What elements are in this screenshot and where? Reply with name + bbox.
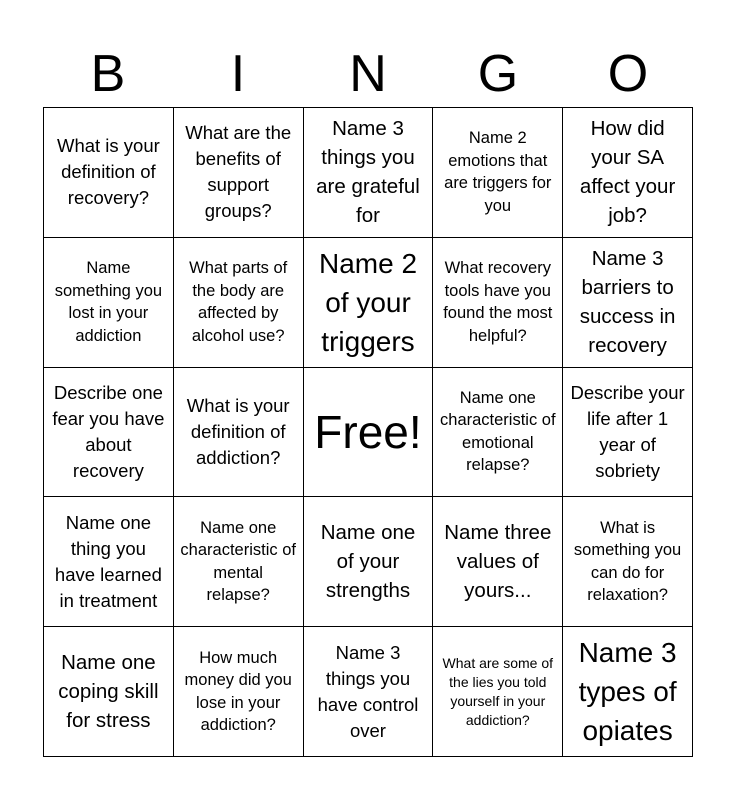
bingo-cell[interactable]: How did your SA affect your job? — [563, 108, 693, 238]
bingo-cell[interactable]: Name 2 emotions that are triggers for you — [433, 108, 563, 238]
header-letter-n: N — [349, 45, 387, 103]
bingo-cell[interactable]: Describe one fear you have about recovery — [44, 368, 174, 498]
header-letter-b: B — [90, 45, 126, 103]
header-letter-g: G — [477, 45, 519, 103]
bingo-cell[interactable]: Name one thing you have learned in treatment — [44, 497, 174, 627]
bingo-cell[interactable]: Name 2 of your triggers — [304, 238, 434, 368]
bingo-cell[interactable]: What parts of the body are affected by alcohol use? — [174, 238, 304, 368]
bingo-cell[interactable]: Name 3 things you have control over — [304, 627, 434, 757]
free-space[interactable]: Free! — [304, 368, 434, 498]
header-letter-i: I — [230, 45, 246, 103]
bingo-cell[interactable]: Name one characteristic of emotional relapse? — [433, 368, 563, 498]
bingo-cell[interactable]: What are some of the lies you told yourself in your addiction? — [433, 627, 563, 757]
bingo-cell[interactable]: Name three values of yours... — [433, 497, 563, 627]
bingo-cell[interactable]: What is something you can do for relaxation? — [563, 497, 693, 627]
bingo-cell[interactable]: How much money did you lose in your addiction? — [174, 627, 304, 757]
header-letter-o: O — [607, 45, 649, 103]
bingo-cell[interactable]: Describe your life after 1 year of sobriety — [563, 368, 693, 498]
bingo-header — [43, 42, 693, 106]
bingo-cell[interactable]: What recovery tools have you found the most helpful? — [433, 238, 563, 368]
bingo-cell[interactable]: Name 3 types of opiates — [563, 627, 693, 757]
bingo-cell[interactable]: Name 3 barriers to success in recovery — [563, 238, 693, 368]
bingo-cell[interactable]: Name something you lost in your addiction — [44, 238, 174, 368]
bingo-cell[interactable]: What is your definition of addiction? — [174, 368, 304, 498]
bingo-cell[interactable]: Name one coping skill for stress — [44, 627, 174, 757]
bingo-cell[interactable]: Name 3 things you are grateful for — [304, 108, 434, 238]
bingo-card — [43, 107, 693, 757]
bingo-cell[interactable]: What is your definition of recovery? — [44, 108, 174, 238]
bingo-cell[interactable]: Name one of your strengths — [304, 497, 434, 627]
bingo-cell[interactable]: Name one characteristic of mental relapse? — [174, 497, 304, 627]
bingo-cell[interactable]: What are the benefits of support groups? — [174, 108, 304, 238]
